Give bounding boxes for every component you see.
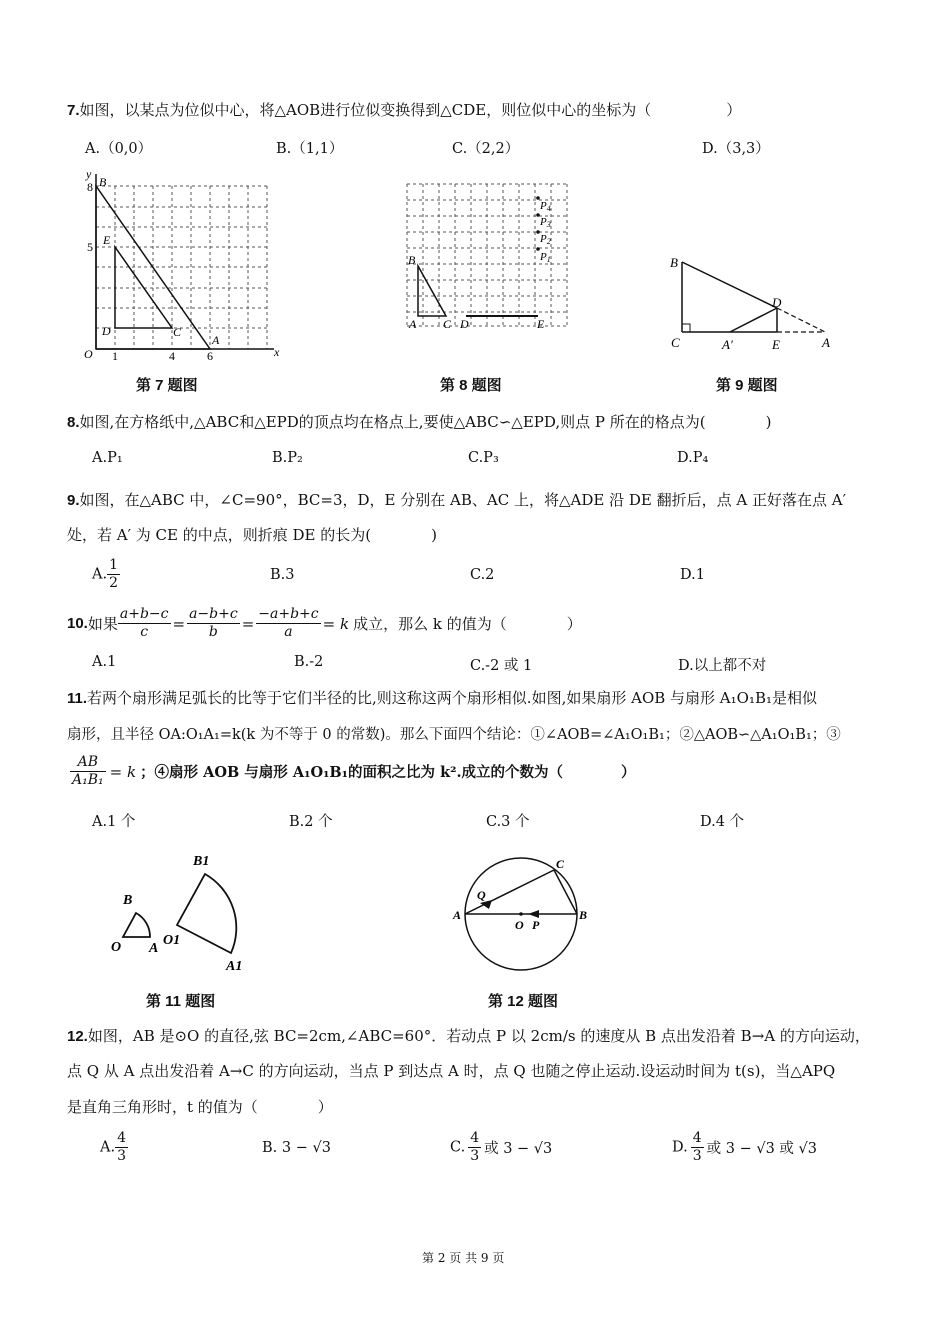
label-a: A	[822, 335, 830, 350]
label-e: E	[537, 317, 545, 331]
figure-7	[72, 168, 282, 363]
q8-option-b: B.P₂	[272, 450, 303, 466]
y-tick: 8	[87, 180, 93, 194]
question-text: 如图，在△ABC 中，∠C=90°，BC=3，D，E 分别在 AB、AC 上，将△ADE 沿 DE 翻折后，点 A 正好落在点 A′	[79, 491, 846, 509]
label-b: B	[408, 253, 416, 267]
x-tick: 4	[169, 349, 175, 363]
q7-option-b: B.（1,1）	[276, 141, 344, 157]
question-7	[67, 99, 741, 120]
question-11-line-1	[67, 687, 817, 708]
question-text: 如图，AB 是⊙O 的直径,弦 BC=2cm,∠ABC=60°．若动点 P 以 2cm/s 的速度从 B 点出发沿着 B→A 的方向运动，	[87, 1027, 870, 1045]
label-p3: P3	[540, 216, 551, 229]
q10-option-a: A.1	[92, 654, 117, 670]
label-o1: O1	[163, 933, 181, 948]
q10-option-d: D.以上都不对	[678, 658, 767, 674]
fraction: $\frac{4}{3}$	[117, 1130, 127, 1164]
origin-label: O	[84, 347, 93, 361]
question-number: 8.	[67, 414, 80, 431]
label-o: O	[111, 940, 122, 955]
triangle-abc	[418, 266, 446, 316]
label-a: A	[409, 317, 417, 331]
q9-option-a: A. $\frac{1}{2}$	[92, 557, 119, 591]
label-d: D	[460, 317, 469, 331]
label-p: P	[532, 918, 540, 932]
figure-12	[450, 852, 600, 977]
label-a: A	[453, 908, 462, 922]
label-b: B	[579, 908, 588, 922]
grid	[96, 186, 267, 349]
label-q: Q	[477, 888, 486, 902]
fraction-ab: $\frac{AB}{\text{A₁B₁}}$	[72, 754, 104, 788]
x-tick: 1	[112, 349, 118, 363]
figure-9-caption: 第 9 题图	[716, 377, 778, 394]
q7-option-d: D.（3,3）	[702, 141, 770, 157]
q10-option-b: B.-2	[294, 654, 324, 670]
q12-option-d: D. $\frac{4}{3}$ 或 3 − √3 或 √3	[672, 1130, 817, 1164]
fraction-3: $\frac{-a+b+c}{a}$	[258, 606, 319, 640]
label-c: C	[173, 325, 182, 339]
sector-a1o1b1	[177, 874, 236, 953]
q12-option-c: C. $\frac{4}{3}$ 或 3 − √3	[450, 1130, 553, 1164]
q7-option-a: A.（0,0）	[85, 141, 153, 157]
x-tick: 6	[207, 349, 213, 363]
fraction-2: $\frac{a-b+c}{b}$	[189, 606, 238, 640]
chord-bc	[554, 870, 577, 914]
question-text: 如图,在方格纸中,△ABC和△EPD的顶点均在格点上,要使△ABC∽△EPD,则点 P 所在的格点为( )	[79, 413, 772, 431]
question-number: 10.	[67, 615, 88, 632]
question-12-line-2: 点 Q 从 A 点出发沿着 A→C 的方向运动，当点 P 到达点 A 时，点 Q 也随之停止运动.设运动时间为 t(s)，当△APQ	[67, 1062, 836, 1080]
question-number: 12.	[67, 1028, 88, 1045]
q8-option-d: D.P₄	[677, 450, 709, 466]
fraction: $\frac{1}{2}$	[109, 557, 119, 591]
y-label: y	[86, 168, 92, 181]
question-10: 10.如果 $\frac{a+b-c}{c}$ = $\frac{a-b+c}{b}$ = $\frac{-a+b+c}{a}$ = k 成立，那么 k 的值为（ ）	[67, 606, 582, 640]
side-bd	[682, 262, 777, 308]
figure-12-caption: 第 12 题图	[488, 993, 559, 1010]
figure-8-caption: 第 8 题图	[440, 377, 502, 394]
sector-aob	[123, 913, 150, 937]
label-d: D	[772, 295, 782, 310]
arrow-p	[528, 910, 539, 918]
question-11-line-3: $\frac{AB}{\text{A₁B₁}}$ = k ；④扇形 AOB 与扇形 A₁O₁B₁的面积之比为 k².成立的个数为（ ）	[72, 754, 636, 788]
label-c: C	[443, 317, 452, 331]
question-9-line-2: 处，若 A′ 为 CE 的中点，则折痕 DE 的长为( )	[67, 526, 437, 544]
question-9-line-1	[67, 489, 846, 510]
fraction: $\frac{4}{3}$	[470, 1130, 480, 1164]
figure-11	[105, 845, 270, 975]
label-a1: A1	[226, 959, 243, 974]
q9-option-c: C.2	[470, 567, 495, 583]
figure-9	[665, 250, 840, 355]
q11-option-b: B.2 个	[289, 814, 333, 830]
q11-option-a: A.1 个	[92, 814, 136, 830]
label-p4: P4	[540, 200, 551, 213]
page-footer: 第 2 页 共 9 页	[422, 1251, 505, 1265]
label-e: E	[772, 337, 780, 352]
q12-option-a: A. $\frac{4}{3}$	[100, 1130, 127, 1164]
x-label: x	[274, 345, 280, 359]
label-b: B	[670, 255, 678, 270]
label-p1: P1	[540, 251, 551, 264]
label-b: B	[123, 893, 133, 908]
fraction-1: $\frac{a+b-c}{c}$	[119, 606, 169, 640]
question-number: 11.	[67, 690, 88, 707]
q10-option-c: C.-2 或 1	[470, 658, 533, 674]
y-tick: 5	[87, 240, 93, 254]
q7-option-c: C.（2,2）	[452, 141, 520, 157]
question-12-line-3: 是直角三角形时，t 的值为（ ）	[67, 1098, 333, 1116]
label-a-prime: A′	[722, 337, 733, 352]
q11-option-d: D.4 个	[700, 814, 745, 830]
question-8	[67, 411, 771, 432]
q8-option-a: A.P₁	[92, 450, 123, 466]
question-text: 如图，以某点为位似中心，将△AOB进行位似变换得到△CDE，则位似中心的坐标为（ ）	[79, 101, 742, 119]
question-12-line-1	[67, 1025, 870, 1046]
label-b1: B1	[193, 854, 210, 869]
figure-8	[400, 178, 580, 338]
label-a: A	[149, 941, 159, 956]
label-p2: P2	[540, 233, 551, 246]
fraction: $\frac{4}{3}$	[692, 1130, 702, 1164]
label-o: O	[515, 918, 524, 932]
label-c: C	[671, 335, 680, 350]
q9-option-d: D.1	[680, 567, 705, 583]
question-number: 7.	[67, 102, 80, 119]
question-text: 若两个扇形满足弧长的比等于它们半径的比,则这称这两个扇形相似.如图,如果扇形 AOB 与扇形 A₁O₁B₁是相似	[87, 689, 817, 707]
fold-da1	[730, 308, 777, 332]
label-d: D	[102, 324, 111, 338]
label-a: A	[212, 333, 220, 347]
figure-7-caption: 第 7 题图	[136, 377, 198, 394]
label-c: C	[556, 857, 565, 871]
label-b: B	[99, 175, 107, 189]
q12-option-b: B. 3 − √3	[262, 1140, 331, 1156]
label-e: E	[103, 233, 111, 247]
question-11-line-2: 扇形，且半径 OA:O₁A₁=k(k 为不等于 0 的常数)。那么下面四个结论：①∠AOB=∠A₁O₁B₁；②△AOB∽△A₁O₁B₁；③	[67, 727, 841, 743]
side-da	[777, 308, 825, 332]
center-point	[519, 912, 523, 916]
q11-option-c: C.3 个	[486, 814, 530, 830]
q8-option-c: C.P₃	[468, 450, 499, 466]
figure-11-caption: 第 11 题图	[146, 993, 216, 1010]
q9-option-b: B.3	[270, 567, 295, 583]
question-number: 9.	[67, 492, 80, 509]
right-angle-mark	[682, 324, 690, 332]
